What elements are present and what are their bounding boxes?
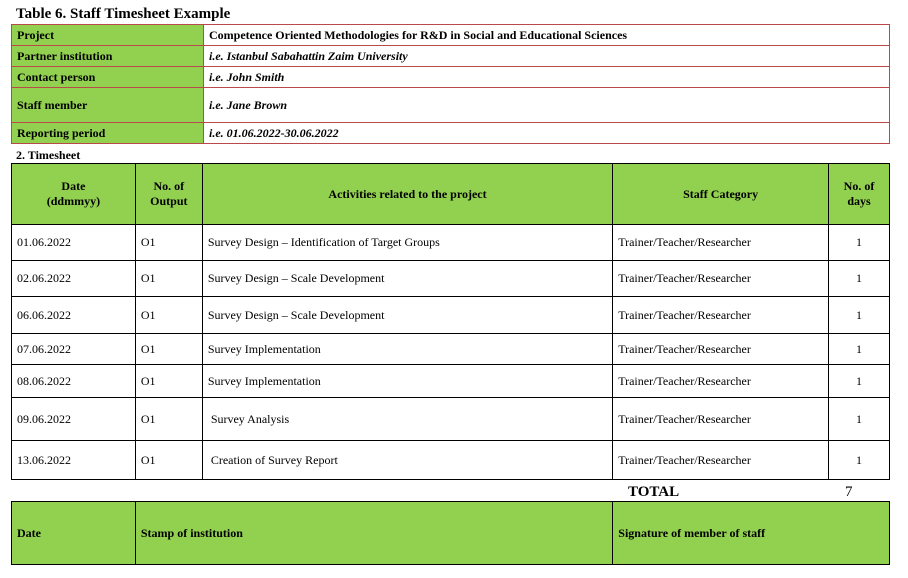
row-category: Trainer/Teacher/Researcher [613,297,829,334]
row-date: 06.06.2022 [12,297,136,334]
total-value: 7 [845,484,853,500]
row-date: 07.06.2022 [12,334,136,365]
header-output [135,164,202,225]
total-label: TOTAL [628,484,680,500]
row-category: Trainer/Teacher/Researcher [613,261,829,297]
header-date-format: (ddmmyy) [46,194,101,208]
period-label: Reporting period [12,123,204,144]
staff-value: i.e. Jane Brown [204,88,890,123]
project-info-table [11,24,890,144]
header-days-line2: days [847,194,871,208]
row-category: Trainer/Teacher/Researcher [613,441,829,480]
row-output: O1 [135,261,202,297]
partner-value: i.e. Istanbul Sabahattin Zaim University [204,46,890,67]
header-date-label: Date [61,179,86,193]
info-row-staff [12,88,890,123]
timesheet-header-row [12,164,890,225]
row-activity: Survey Analysis [202,398,612,441]
row-category: Trainer/Teacher/Researcher [613,225,829,261]
row-days: 1 [829,334,890,365]
staff-label: Staff member [12,88,204,123]
info-row-contact [12,67,890,88]
row-activity: Survey Implementation [202,365,612,398]
table-row [12,365,890,398]
row-output: O1 [135,334,202,365]
table-row [12,297,890,334]
footer-signature: Signature of member of staff [613,502,890,565]
partner-label: Partner institution [12,46,204,67]
row-output: O1 [135,398,202,441]
header-date [12,164,136,225]
table-title: Table 6. Staff Timesheet Example [16,6,231,22]
row-date: 08.06.2022 [12,365,136,398]
signature-table [11,501,890,565]
info-row-partner [12,46,890,67]
project-value: Competence Oriented Methodologies for R&D in Social and Educational Sciences [204,25,890,46]
row-days: 1 [829,297,890,334]
footer-stamp: Stamp of institution [135,502,612,565]
table-row [12,261,890,297]
row-category: Trainer/Teacher/Researcher [613,365,829,398]
info-row-project [12,25,890,46]
row-days: 1 [829,398,890,441]
signature-row [12,502,890,565]
header-days-line1: No. of [843,179,875,193]
row-date: 02.06.2022 [12,261,136,297]
row-activity: Survey Implementation [202,334,612,365]
project-label: Project [12,25,204,46]
row-days: 1 [829,225,890,261]
row-date: 01.06.2022 [12,225,136,261]
row-output: O1 [135,365,202,398]
row-activity: Survey Design – Identification of Target Groups [202,225,612,261]
row-days: 1 [829,365,890,398]
header-days [829,164,890,225]
row-activity: Survey Design – Scale Development [202,261,612,297]
row-output: O1 [135,297,202,334]
row-category: Trainer/Teacher/Researcher [613,334,829,365]
contact-value: i.e. John Smith [204,67,890,88]
table-row [12,441,890,480]
timesheet-table [11,163,890,480]
header-output-line1: No. of [153,179,185,193]
table-row [12,398,890,441]
table-row [12,225,890,261]
row-output: O1 [135,225,202,261]
row-category: Trainer/Teacher/Researcher [613,398,829,441]
info-row-period [12,123,890,144]
header-output-line2: Output [150,194,188,208]
table-row [12,334,890,365]
header-activities: Activities related to the project [202,164,612,225]
row-activity: Survey Design – Scale Development [202,297,612,334]
period-value: i.e. 01.06.2022-30.06.2022 [204,123,890,144]
row-days: 1 [829,441,890,480]
row-date: 13.06.2022 [12,441,136,480]
row-date: 09.06.2022 [12,398,136,441]
row-days: 1 [829,261,890,297]
row-output: O1 [135,441,202,480]
footer-date: Date [12,502,136,565]
timesheet-heading: 2. Timesheet [16,148,81,162]
row-activity: Creation of Survey Report [202,441,612,480]
contact-label: Contact person [12,67,204,88]
header-category: Staff Category [613,164,829,225]
